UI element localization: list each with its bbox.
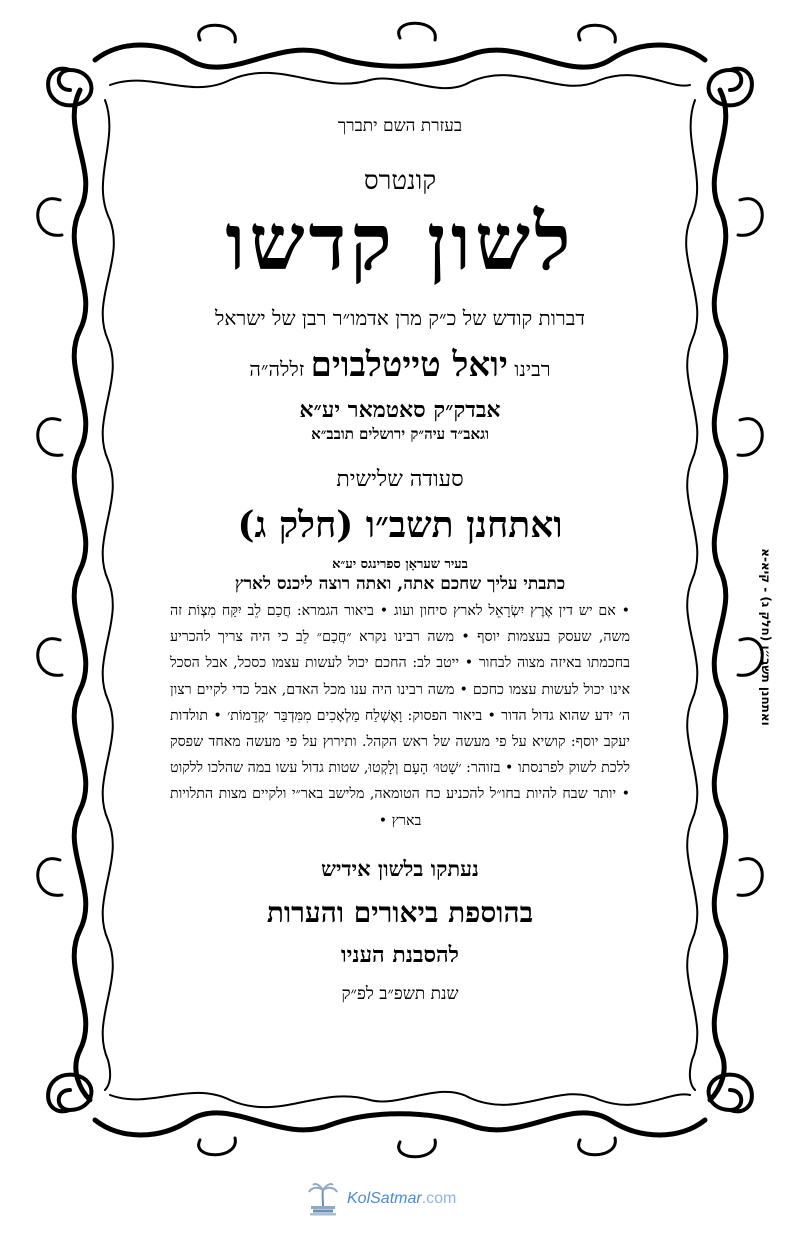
- logo-text[interactable]: [347, 1190, 456, 1208]
- gaavad-jerusalem: וגאב״ד עיה״ק ירושלים תובב״א: [311, 424, 489, 443]
- rebbe-suffix: זללה״ה: [249, 356, 305, 381]
- summary-line: לֵב כי היה צריך להכריע בחכמתו באיזה מצוה לבחור • ייטב לב:: [170, 629, 630, 672]
- subtitle: כתבתי עליך שחכם אתה, ואתה רוצה ליכנס לארץ: [234, 573, 566, 594]
- rebbe-line: [170, 345, 630, 385]
- summary-line: יִקַּח מִצְוֹת זה משה, שעסק בעצמות יוסף • משה רבינו נקרא ״חֲכַם״: [170, 602, 630, 646]
- publication-year: שנת תשפ״ב לפ״ק: [341, 983, 459, 1004]
- rebbe-name: יואל טייטלבוים: [310, 344, 508, 385]
- book-title: לשון קדשו: [225, 197, 575, 288]
- logo-tld: .com: [421, 1190, 457, 1207]
- summary-line: • אם יש דין אֶרֶץ יִשְׂרָאֵל לארץ סיחון ועוג • ביאור הגמרא: חֲכַם לֵב: [247, 602, 630, 619]
- av-beis-din: אבדק״ק סאטמאר יע״א: [299, 396, 501, 423]
- kuntres-label: קונטרס: [363, 166, 437, 196]
- side-running-header: ואתחנן תשב״ו (חלק ג) - קיא-א: [759, 548, 773, 726]
- kolsatmar-logo[interactable]: [305, 1180, 505, 1220]
- rebbe-prefix: רבינו: [514, 356, 551, 381]
- parsha-title: ואתחנן תשב״ו (חלק ג): [237, 503, 563, 546]
- summary-line: להכניע כח הטומאה, מלישב באר״י ולקיים מצות התלויות בארץ •: [170, 786, 485, 829]
- summary-line: החכם יכול לעשות עצמו כסכל, אבל הסכל אינו יכול לעשות עצמו: [170, 655, 630, 698]
- location: בעיר שעראָן ספרינגס יע״א: [332, 556, 468, 572]
- logo-brand: KolSatmar: [347, 1190, 422, 1207]
- translated-note: נעתקו בלשון אידיש: [321, 855, 479, 881]
- palm-tree-books-icon: [305, 1182, 341, 1216]
- summary-line: וְלָקְטוּ, שטות גדול עשו במה שהלכו ללקוט • יותר שבח להיות בחו״ל: [170, 760, 630, 803]
- summary-line: תולדות יעקב יוסף: קושיא על פי מעשה של ראש הקהל. ותירוץ על פי: [170, 707, 631, 750]
- seuda-title: סעודה שלישית: [336, 466, 464, 492]
- summary-line: כחכם • משה רבינו היה ענו מכל האדם, אבל כדי לקיים רצון ה׳ ידע: [170, 681, 631, 724]
- divrei-line: דברות קודש של כ״ק מרן אדמו״ר רבן של ישראל: [215, 305, 585, 330]
- summary-line: שהוא גדול הדור • ביאור הפסוק: וָאֶשְׁלַח מַלְאָכִים מִמִּדְבַּר ׳קְדֵמוֹת׳ •: [213, 707, 590, 724]
- additions-note: בהוספת ביאורים והערות: [266, 895, 534, 929]
- summary-line: מעשה מאחד שפסק ללכת לשוק לפרנסתו • בזוהר: ׳שָׁטוּ׳ הָעָם: [170, 733, 630, 777]
- title-page: [170, 110, 630, 1004]
- purpose-note: להסבנת העניו: [341, 941, 459, 968]
- invocation: בעזרת השם יתברך: [337, 116, 463, 136]
- topics-summary: [170, 598, 630, 834]
